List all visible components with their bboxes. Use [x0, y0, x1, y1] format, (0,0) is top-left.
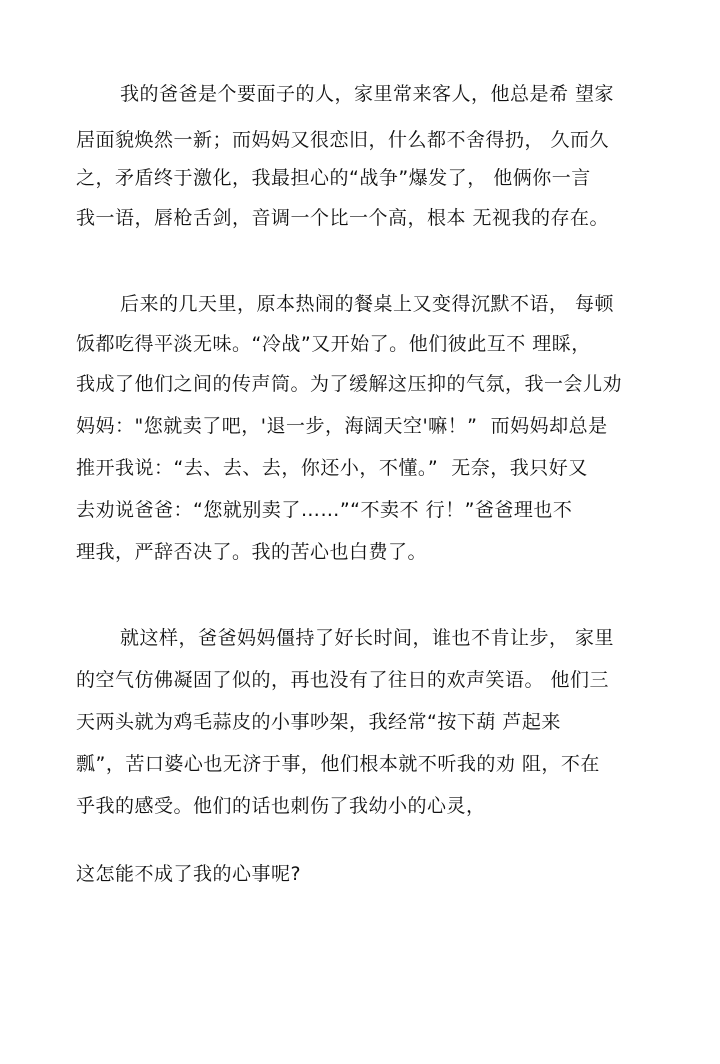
paragraph-2-line-7: 理我，严辞否决了。我的苦心也白费了。: [76, 541, 428, 563]
paragraph-3-line-5: 乎我的感受。他们的话也刺伤了我幼小的心灵，: [76, 795, 486, 817]
paragraph-1-line-3: 之，矛盾终于激化，我最担心的“战争”爆发了， 他俩你一言: [76, 167, 591, 189]
paragraph-2-line-6: 去劝说爸爸：“您就别卖了……”“不卖不 行！”爸爸理也不: [76, 499, 573, 521]
paragraph-1-line-2: 居面貌焕然一新；而妈妈又很恋旧，什么都不舍得扔， 久而久: [76, 129, 610, 151]
paragraph-3-line-3: 天两头就为鸡毛蒜皮的小事吵架，我经常“按下葫 芦起来: [76, 711, 561, 733]
paragraph-4-line-1: 这怎能不成了我的心事呢?: [76, 863, 302, 885]
paragraph-2-line-4: 妈妈："您就卖了吧，'退一步，海阔天空'嘛！” 而妈妈却总是: [76, 415, 608, 437]
paragraph-2-line-3: 我成了他们之间的传声筒。为了缓解这压抑的气氛，我一会儿劝: [76, 373, 623, 395]
paragraph-3-line-4: 瓢”，苦口婆心也无济于事，他们根本就不听我的劝 阻，不在: [76, 753, 600, 775]
paragraph-3-line-2: 的空气仿佛凝固了似的，再也没有了往日的欢声笑语。 他们三: [76, 669, 610, 691]
paragraph-2-line-2: 饭都吃得平淡无味。“冷战”又开始了。他们彼此互不 理睬，: [76, 333, 591, 355]
paragraph-1-line-4: 我一语，唇枪舌剑，音调一个比一个高，根本 无视我的存在。: [76, 207, 610, 229]
paragraph-3-line-1: 就这样，爸爸妈妈僵持了好长时间，谁也不肯让步， 家里: [120, 627, 615, 649]
paragraph-2-line-1: 后来的几天里，原本热闹的餐桌上又变得沉默不语， 每顿: [120, 293, 615, 315]
paragraph-2-line-5: 推开我说：“去、去、去，你还小，不懂。” 无奈，我只好又: [76, 457, 588, 479]
paragraph-1-line-1: 我的爸爸是个要面子的人，家里常来客人，他总是希 望家: [120, 83, 615, 105]
